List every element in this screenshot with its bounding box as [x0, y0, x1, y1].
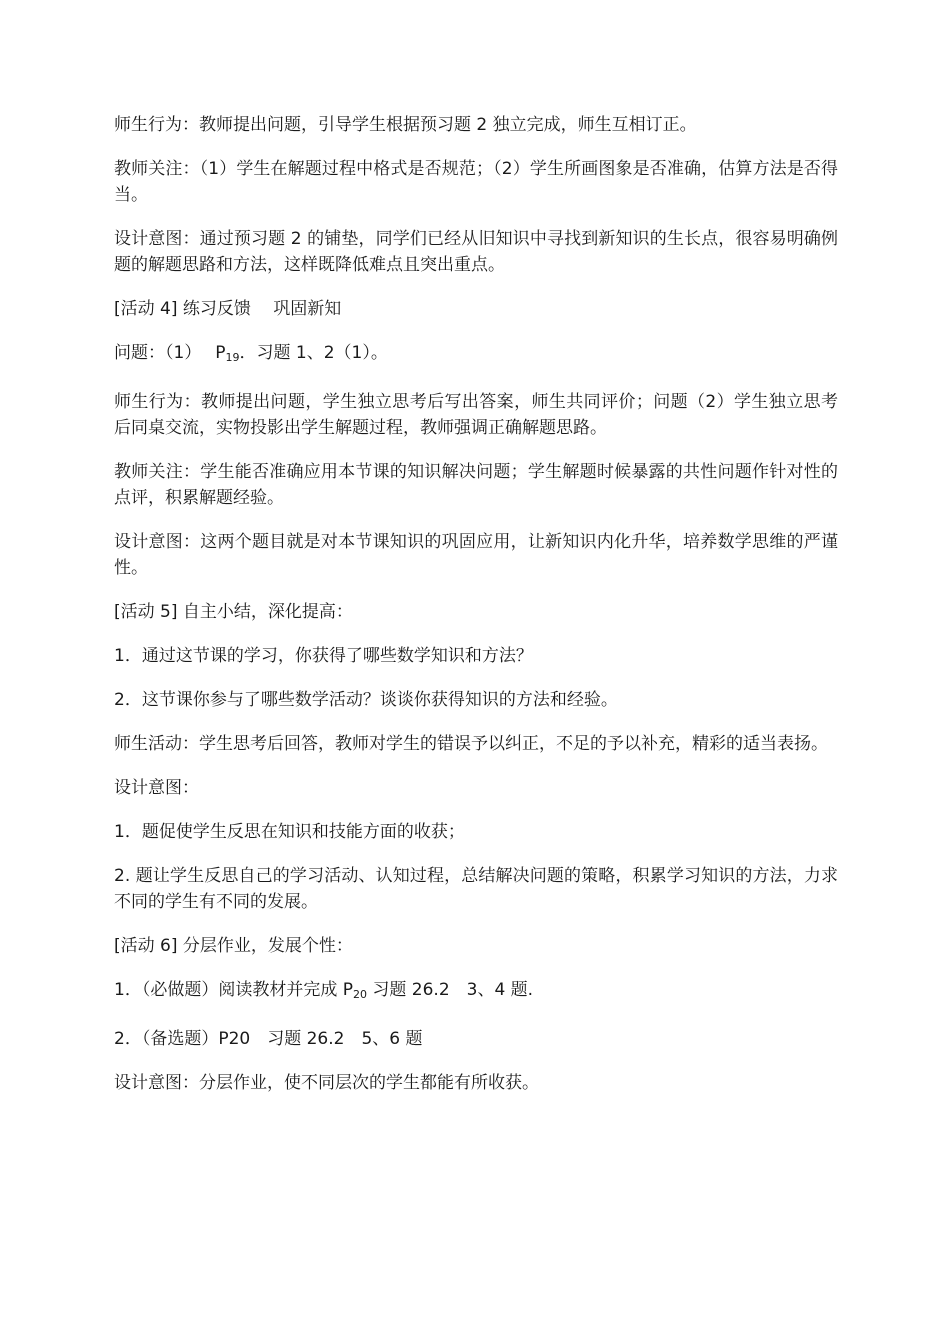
question-text-a: 问题：（1） P [114, 343, 226, 363]
paragraph-design-intent-2: 设计意图：这两个题目就是对本节课知识的巩固应用，让新知识内化升华，培养数学思维的严谨性。 [114, 532, 838, 578]
question-text-b: ．习题 1、2（1）。 [239, 343, 388, 363]
paragraph-teacher-student-action: 师生行为：教师提出问题，引导学生根据预习题 2 独立完成，师生互相订正。 [114, 115, 697, 135]
homework-optional: 2．（备选题）P20 习题 26.2 5、6 题 [114, 1029, 423, 1049]
homework-required-text-a: 1．（必做题）阅读教材并完成 P [114, 980, 353, 1000]
homework-page-subscript: 20 [352, 988, 367, 1001]
design-intent-item-2: 2. 题让学生反思自己的学习活动、认知过程，总结解决问题的策略，积累学习知识的方法，力求不同的学生有不同的发展。 [114, 866, 838, 912]
paragraph-design-intent-3: 设计意图：分层作业，使不同层次的学生都能有所收获。 [114, 1073, 539, 1093]
paragraph-teacher-student-action-2: 师生行为：教师提出问题，学生独立思考后写出答案，师生共同评价；问题（2）学生独立思考后同桌交流，实物投影出学生解题过程，教师强调正确解题思路。 [114, 392, 838, 438]
activity-6-heading: [活动 6] 分层作业，发展个性： [114, 936, 353, 956]
summary-question-1: 1．通过这节课的学习，你获得了哪些数学知识和方法？ [114, 646, 533, 666]
homework-required-text-b: 习题 26.2 3、4 题. [366, 980, 534, 1000]
design-intent-item-1: 1．题促使学生反思在知识和技能方面的收获； [114, 822, 465, 842]
paragraph-teacher-focus-2: 教师关注：学生能否准确应用本节课的知识解决问题；学生解题时候暴露的共性问题作针对性的点评，积累解题经验。 [114, 462, 838, 508]
question-page-subscript: 19 [225, 351, 240, 364]
homework-required [114, 977, 838, 1008]
paragraph-teacher-student-activity: 师生活动：学生思考后回答，教师对学生的错误予以纠正，不足的予以补充，精彩的适当表扬。 [114, 734, 828, 754]
paragraph-teacher-focus: 教师关注：（1）学生在解题过程中格式是否规范；（2）学生所画图象是否准确，估算方法是否得当。 [114, 159, 838, 205]
paragraph-design-intent: 设计意图：通过预习题 2 的铺垫，同学们已经从旧知识中寻找到新知识的生长点，很容易明确例题的解题思路和方法，这样既降低难点且突出重点。 [114, 229, 838, 275]
paragraph-question [114, 340, 838, 371]
summary-question-2: 2．这节课你参与了哪些数学活动？谈谈你获得知识的方法和经验。 [114, 690, 618, 710]
activity-5-heading: [活动 5] 自主小结，深化提高： [114, 602, 353, 622]
design-intent-label: 设计意图： [114, 778, 199, 798]
activity-4-heading: [活动 4] 练习反馈 巩固新知 [114, 299, 342, 319]
